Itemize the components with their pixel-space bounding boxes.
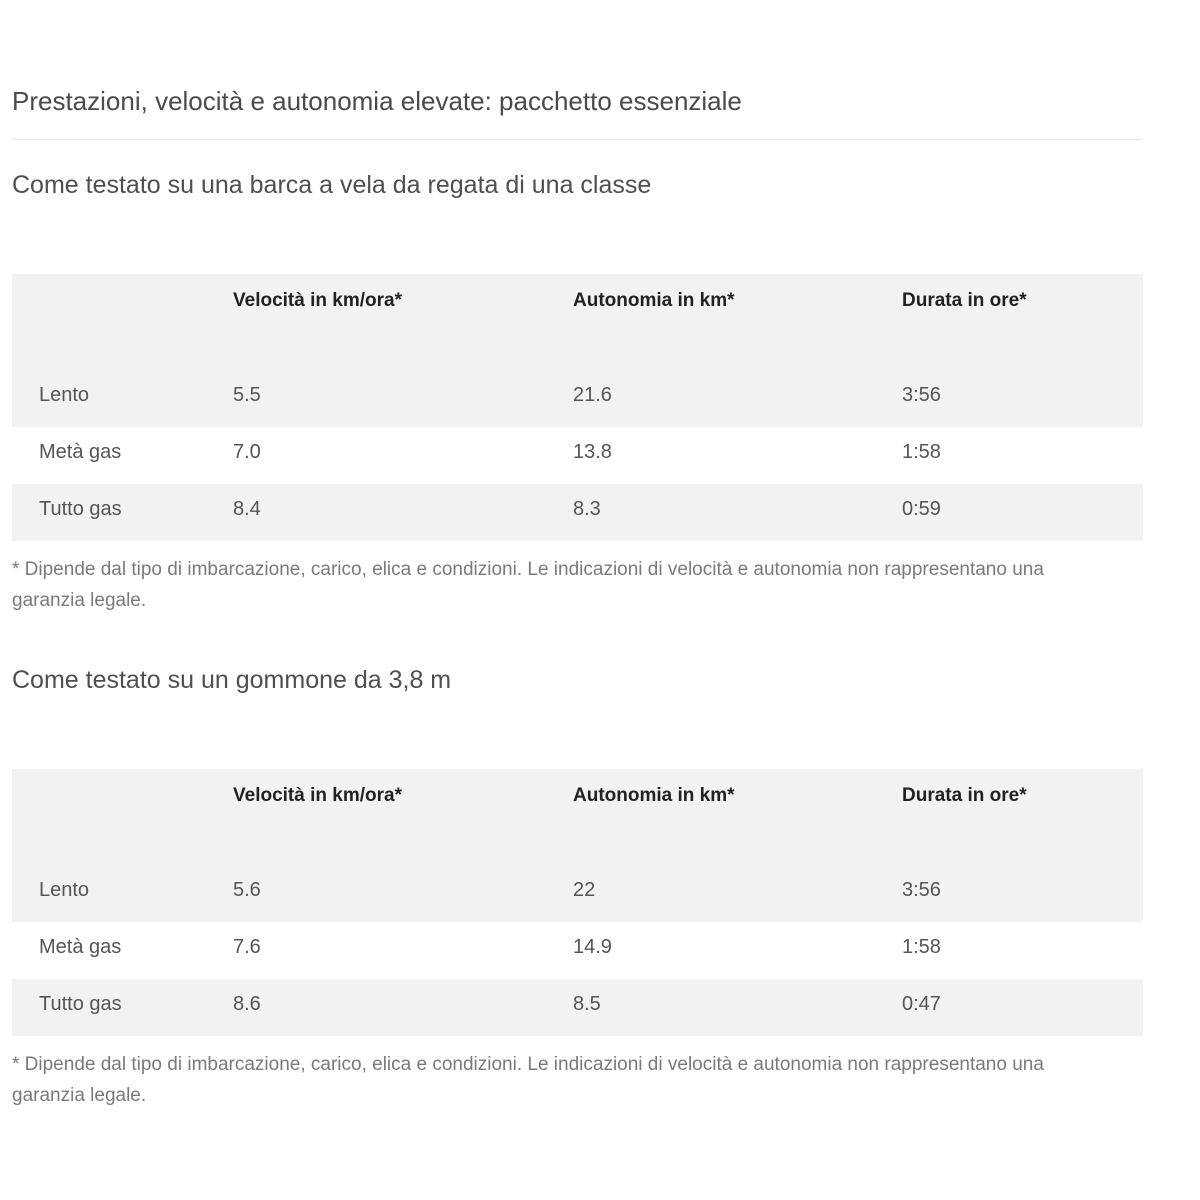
range-value: 22 <box>573 879 596 901</box>
table-header-row <box>12 274 1143 370</box>
performance-table-dinghy <box>12 769 1143 1036</box>
page-title: Prestazioni, velocità e autonomia elevate: pacchetto essenziale <box>12 86 742 116</box>
header-duration: Durata in ore* <box>902 785 1027 806</box>
table-row <box>12 979 1143 1036</box>
range-value: 8.3 <box>573 498 601 520</box>
table-row <box>12 370 1143 427</box>
range-value: 14.9 <box>573 936 612 958</box>
range-value: 13.8 <box>573 441 612 463</box>
duration-value: 3:56 <box>902 384 941 406</box>
header-range: Autonomia in km* <box>573 290 735 311</box>
row-label: Lento <box>39 879 90 901</box>
duration-value: 0:47 <box>902 993 941 1015</box>
speed-value: 5.6 <box>233 879 261 901</box>
table-row <box>12 484 1143 541</box>
footnote-sailboat: * Dipende dal tipo di imbarcazione, carico, elica e condizioni. Le indicazioni di velocità e autonomia non rappresentano una garanzia legale. <box>12 559 1044 611</box>
table-row <box>12 922 1143 979</box>
speed-value: 7.0 <box>233 441 261 463</box>
row-label: Metà gas <box>39 936 122 958</box>
speed-value: 8.6 <box>233 993 261 1015</box>
footnote-dinghy: * Dipende dal tipo di imbarcazione, carico, elica e condizioni. Le indicazioni di velocità e autonomia non rappresentano una garanzia legale. <box>12 1054 1044 1106</box>
row-label: Metà gas <box>39 441 122 463</box>
speed-value: 5.5 <box>233 384 261 406</box>
range-value: 8.5 <box>573 993 601 1015</box>
section-subtitle-sailboat: Come testato su una barca a vela da regata di una classe <box>12 171 652 199</box>
row-label: Lento <box>39 384 90 406</box>
table-header-row <box>12 769 1143 865</box>
duration-value: 1:58 <box>902 936 941 958</box>
header-speed: Velocità in km/ora* <box>233 290 402 311</box>
header-duration: Durata in ore* <box>902 290 1027 311</box>
section-subtitle-dinghy: Come testato su un gommone da 3,8 m <box>12 666 452 694</box>
table-row <box>12 865 1143 922</box>
header-speed: Velocità in km/ora* <box>233 785 402 806</box>
duration-value: 0:59 <box>902 498 941 520</box>
speed-value: 7.6 <box>233 936 261 958</box>
header-range: Autonomia in km* <box>573 785 735 806</box>
row-label: Tutto gas <box>39 993 122 1015</box>
range-value: 21.6 <box>573 384 612 406</box>
performance-table-sailboat <box>12 274 1143 541</box>
table-row <box>12 427 1143 484</box>
duration-value: 3:56 <box>902 879 941 901</box>
speed-value: 8.4 <box>233 498 261 520</box>
title-divider <box>12 139 1142 140</box>
duration-value: 1:58 <box>902 441 941 463</box>
row-label: Tutto gas <box>39 498 122 520</box>
